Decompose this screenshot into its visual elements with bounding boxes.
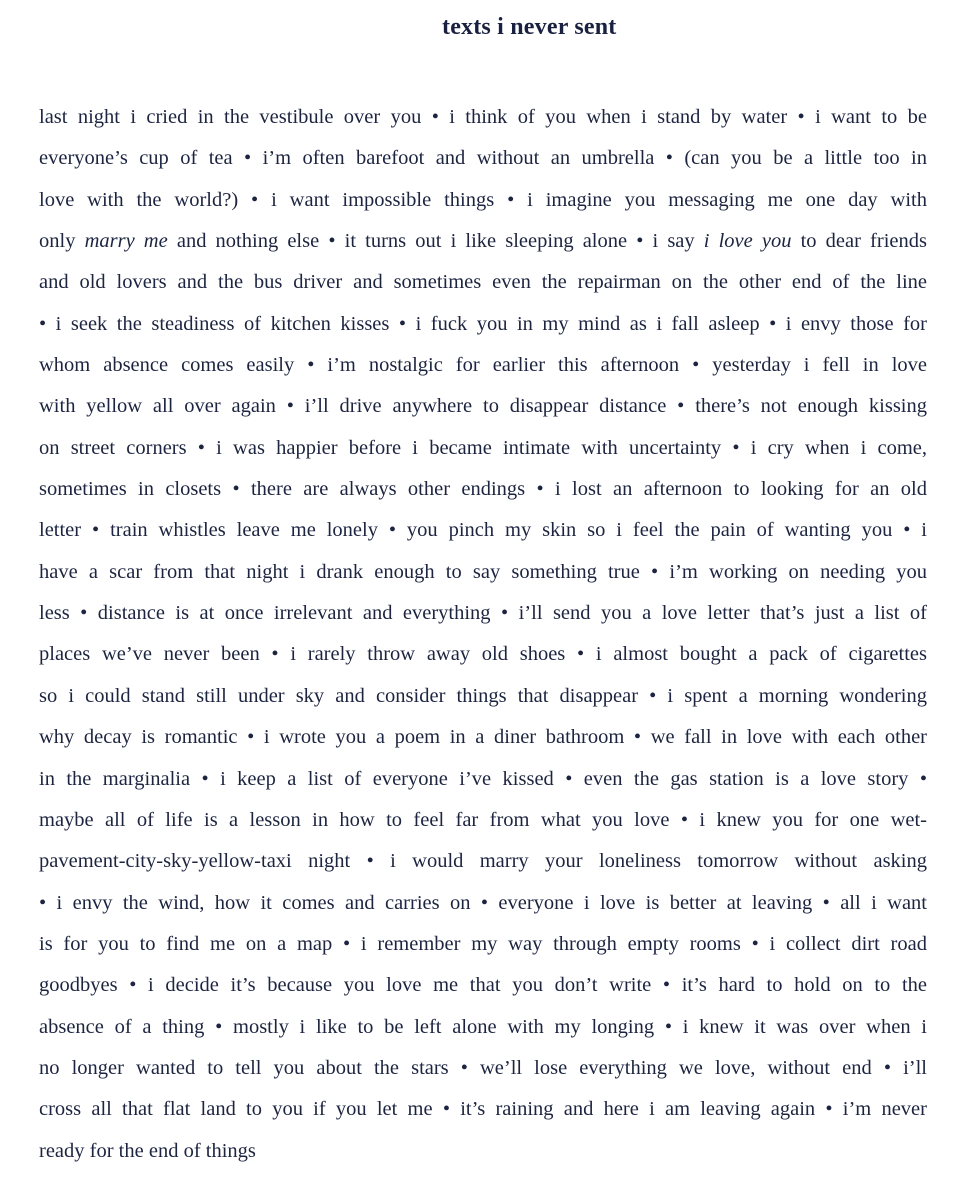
poem-line: so i could stand still under sky and consider things that disappear • i spent a morning wondering bbox=[39, 684, 927, 707]
poem-line: no longer wanted to tell you about the stars • we’ll lose everything we love, without end • i’ll bbox=[39, 1056, 927, 1079]
poem-body bbox=[39, 97, 927, 1172]
poem-text: to dear friends bbox=[791, 230, 927, 253]
poem-line-with-italics bbox=[39, 221, 927, 262]
poem-text: only bbox=[39, 230, 85, 253]
poem-line: places we’ve never been • i rarely throw away old shoes • i almost bought a pack of cigarettes bbox=[39, 643, 927, 666]
poem-line: with yellow all over again • i’ll drive anywhere to disappear distance • there’s not enough kissing bbox=[39, 395, 927, 418]
poem-line-last: ready for the end of things bbox=[39, 1139, 256, 1162]
page-title: texts i never sent bbox=[442, 14, 617, 40]
poem-line: sometimes in closets • there are always other endings • i lost an afternoon to looking for an old bbox=[39, 478, 927, 501]
poem-line: everyone’s cup of tea • i’m often barefoot and without an umbrella • (can you be a little too in bbox=[39, 147, 927, 170]
poem-line: love with the world?) • i want impossible things • i imagine you messaging me one day with bbox=[39, 188, 927, 211]
poem-line: last night i cried in the vestibule over you • i think of you when i stand by water • i want to be bbox=[39, 106, 927, 128]
poem-line: whom absence comes easily • i’m nostalgic for earlier this afternoon • yesterday i fell in love bbox=[39, 354, 927, 377]
poem-line: have a scar from that night i drank enough to say something true • i’m working on needing you bbox=[39, 560, 927, 583]
poem-line: pavement-city-sky-yellow-taxi night • i would marry your loneliness tomorrow without asking bbox=[39, 850, 927, 873]
poem-line: maybe all of life is a lesson in how to feel far from what you love • i knew you for one wet- bbox=[39, 808, 927, 831]
italic-phrase-marry-me: marry me bbox=[84, 230, 168, 253]
poem-text: and nothing else • it turns out i like sleeping alone • i say bbox=[167, 230, 704, 253]
poem-line: cross all that flat land to you if you let me • it’s raining and here i am leaving again • i’m never bbox=[39, 1098, 927, 1121]
poem-line: letter • train whistles leave me lonely • you pinch my skin so i feel the pain of wanting you • i bbox=[39, 519, 927, 542]
italic-phrase-i-love-you: i love you bbox=[703, 230, 792, 253]
poem-line: less • distance is at once irrelevant and everything • i’ll send you a love letter that’s just a list of bbox=[39, 602, 927, 625]
poem-line: is for you to find me on a map • i remember my way through empty rooms • i collect dirt road bbox=[39, 932, 927, 955]
poem-line: • i seek the steadiness of kitchen kisses • i fuck you in my mind as i fall asleep • i envy those for bbox=[39, 312, 927, 335]
poem-line: • i envy the wind, how it comes and carries on • everyone i love is better at leaving • all i want bbox=[39, 891, 927, 914]
poem-line: why decay is romantic • i wrote you a poem in a diner bathroom • we fall in love with each other bbox=[39, 726, 927, 749]
poem-line: goodbyes • i decide it’s because you love me that you don’t write • it’s hard to hold on to the bbox=[39, 974, 927, 997]
poem-line: and old lovers and the bus driver and sometimes even the repairman on the other end of the line bbox=[39, 271, 927, 294]
poem-line: absence of a thing • mostly i like to be left alone with my longing • i knew it was over when i bbox=[39, 1015, 927, 1038]
poem-line: in the marginalia • i keep a list of everyone i’ve kissed • even the gas station is a love story • bbox=[39, 767, 927, 790]
poem-line: on street corners • i was happier before i became intimate with uncertainty • i cry when i come, bbox=[39, 436, 927, 459]
